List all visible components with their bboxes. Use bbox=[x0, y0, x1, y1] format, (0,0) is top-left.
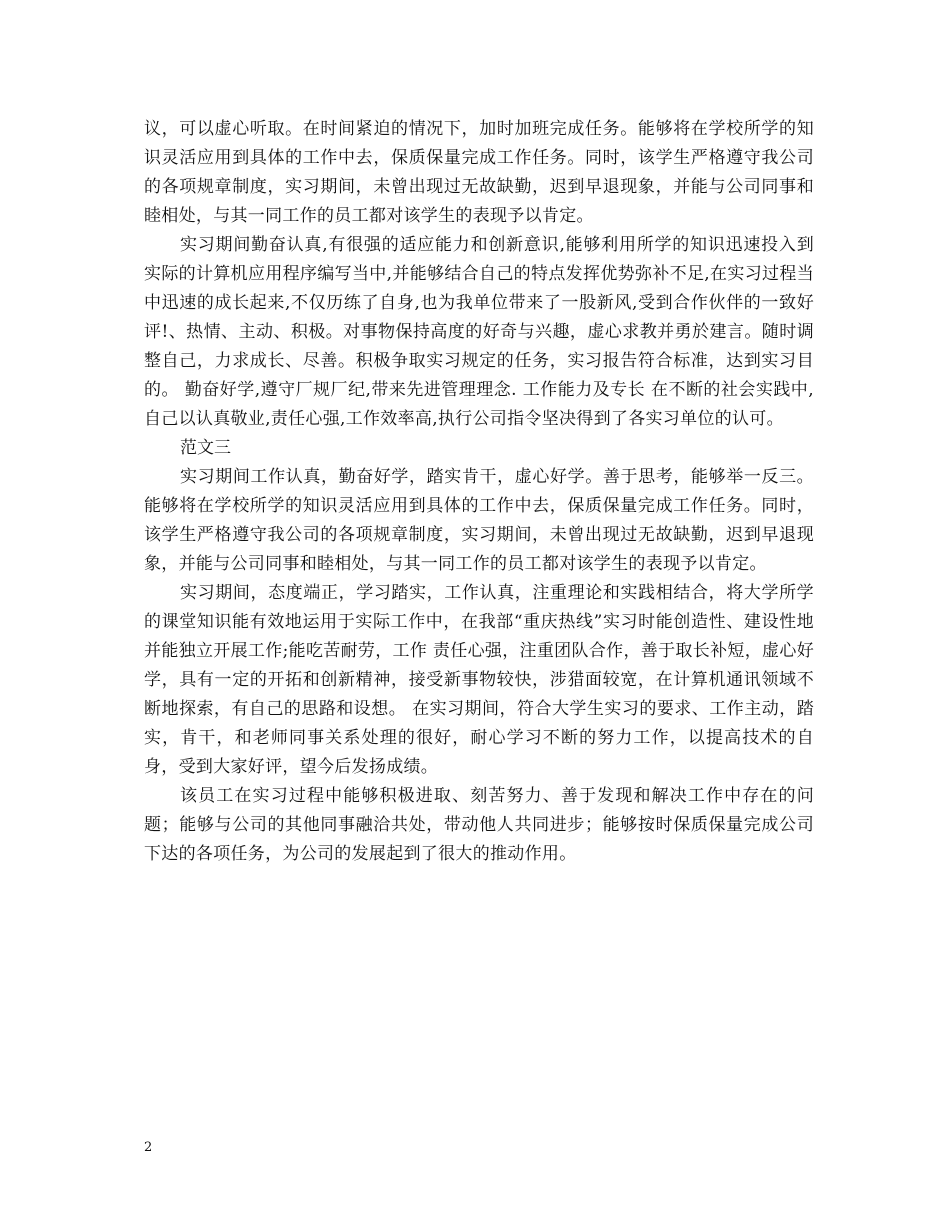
paragraph-internship-diligence: 实习期间勤奋认真,有很强的适应能力和创新意识,能够利用所学的知识迅速投入到实际的计算机应用程序编写当中,并能够结合自己的特点发挥优势弥补不足,在实习过程当中迅速的成长起来,不仅历练了自身,也为我单位带来了一股新风,受到合作伙伴的一致好评!、热情、主动、积极。对事物保持高度的好奇与兴趣，虚心求教并勇於建言。随时调整自己，力求成长、尽善。积极争取实习规定的任务，实习报告符合标准，达到实习目的。 勤奋好学,遵守厂规厂纪,带来先进管理理念. 工作能力及专长 在不断的社会实践中,自己以认真敬业,责任心强,工作效率高,执行公司指令坚决得到了各实习单位的认可。 bbox=[144, 235, 814, 429]
paragraph-continuation: 议，可以虚心听取。在时间紧迫的情况下，加时加班完成任务。能够将在学校所学的知识灵活应用到具体的工作中去，保质保量完成工作任务。同时，该学生严格遵守我公司的各项规章制度，实习期间，未曾出现过无故缺勤，迟到早退现象，并能与公司同事和睦相处，与其一同工作的员工都对该学生的表现予以肯定。 bbox=[144, 119, 814, 226]
paragraph-work-attitude: 实习期间工作认真，勤奋好学，踏实肯干，虚心好学。善于思考，能够举一反三。能够将在学校所学的知识灵活应用到具体的工作中去，保质保量完成工作任务。同时，该学生严格遵守我公司的各项规章制度，实习期间，未曾出现过无故缺勤，迟到早退现象，并能与公司同事和睦相处，与其一同工作的员工都对该学生的表现予以肯定。 bbox=[144, 467, 814, 574]
paragraph-practice-performance: 实习期间，态度端正，学习踏实，工作认真，注重理论和实践相结合，将大学所学的课堂知识能有效地运用于实际工作中，在我部“重庆热线”实习时能创造性、建设性地并能独立开展工作;能吃苦耐劳，工作 责任心强，注重团队合作，善于取长补短，虚心好学，具有一定的开拓和创新精神，接受新事物较快，涉猎面较宽，在计算机通讯领域不断地探索，有自己的思路和设想。 在实习期间，符合大学生实习的要求、工作主动，踏实，肯干，和老师同事关系处理的很好，耐心学习不断的努力工作，以提高技术的自身，受到大家好评，望今后发扬成绩。 bbox=[144, 583, 814, 777]
section-heading: 范文三 bbox=[180, 438, 231, 458]
page-number: 2 bbox=[144, 1140, 153, 1155]
document-body bbox=[144, 115, 814, 869]
paragraph-employee-evaluation: 该员工在实习过程中能够积极进取、刻苦努力、善于发现和解决工作中存在的问题；能够与公司的其他同事融洽共处，带动他人共同进步；能够按时保质保量完成公司下达的各项任务，为公司的发展起到了很大的推动作用。 bbox=[144, 786, 814, 864]
